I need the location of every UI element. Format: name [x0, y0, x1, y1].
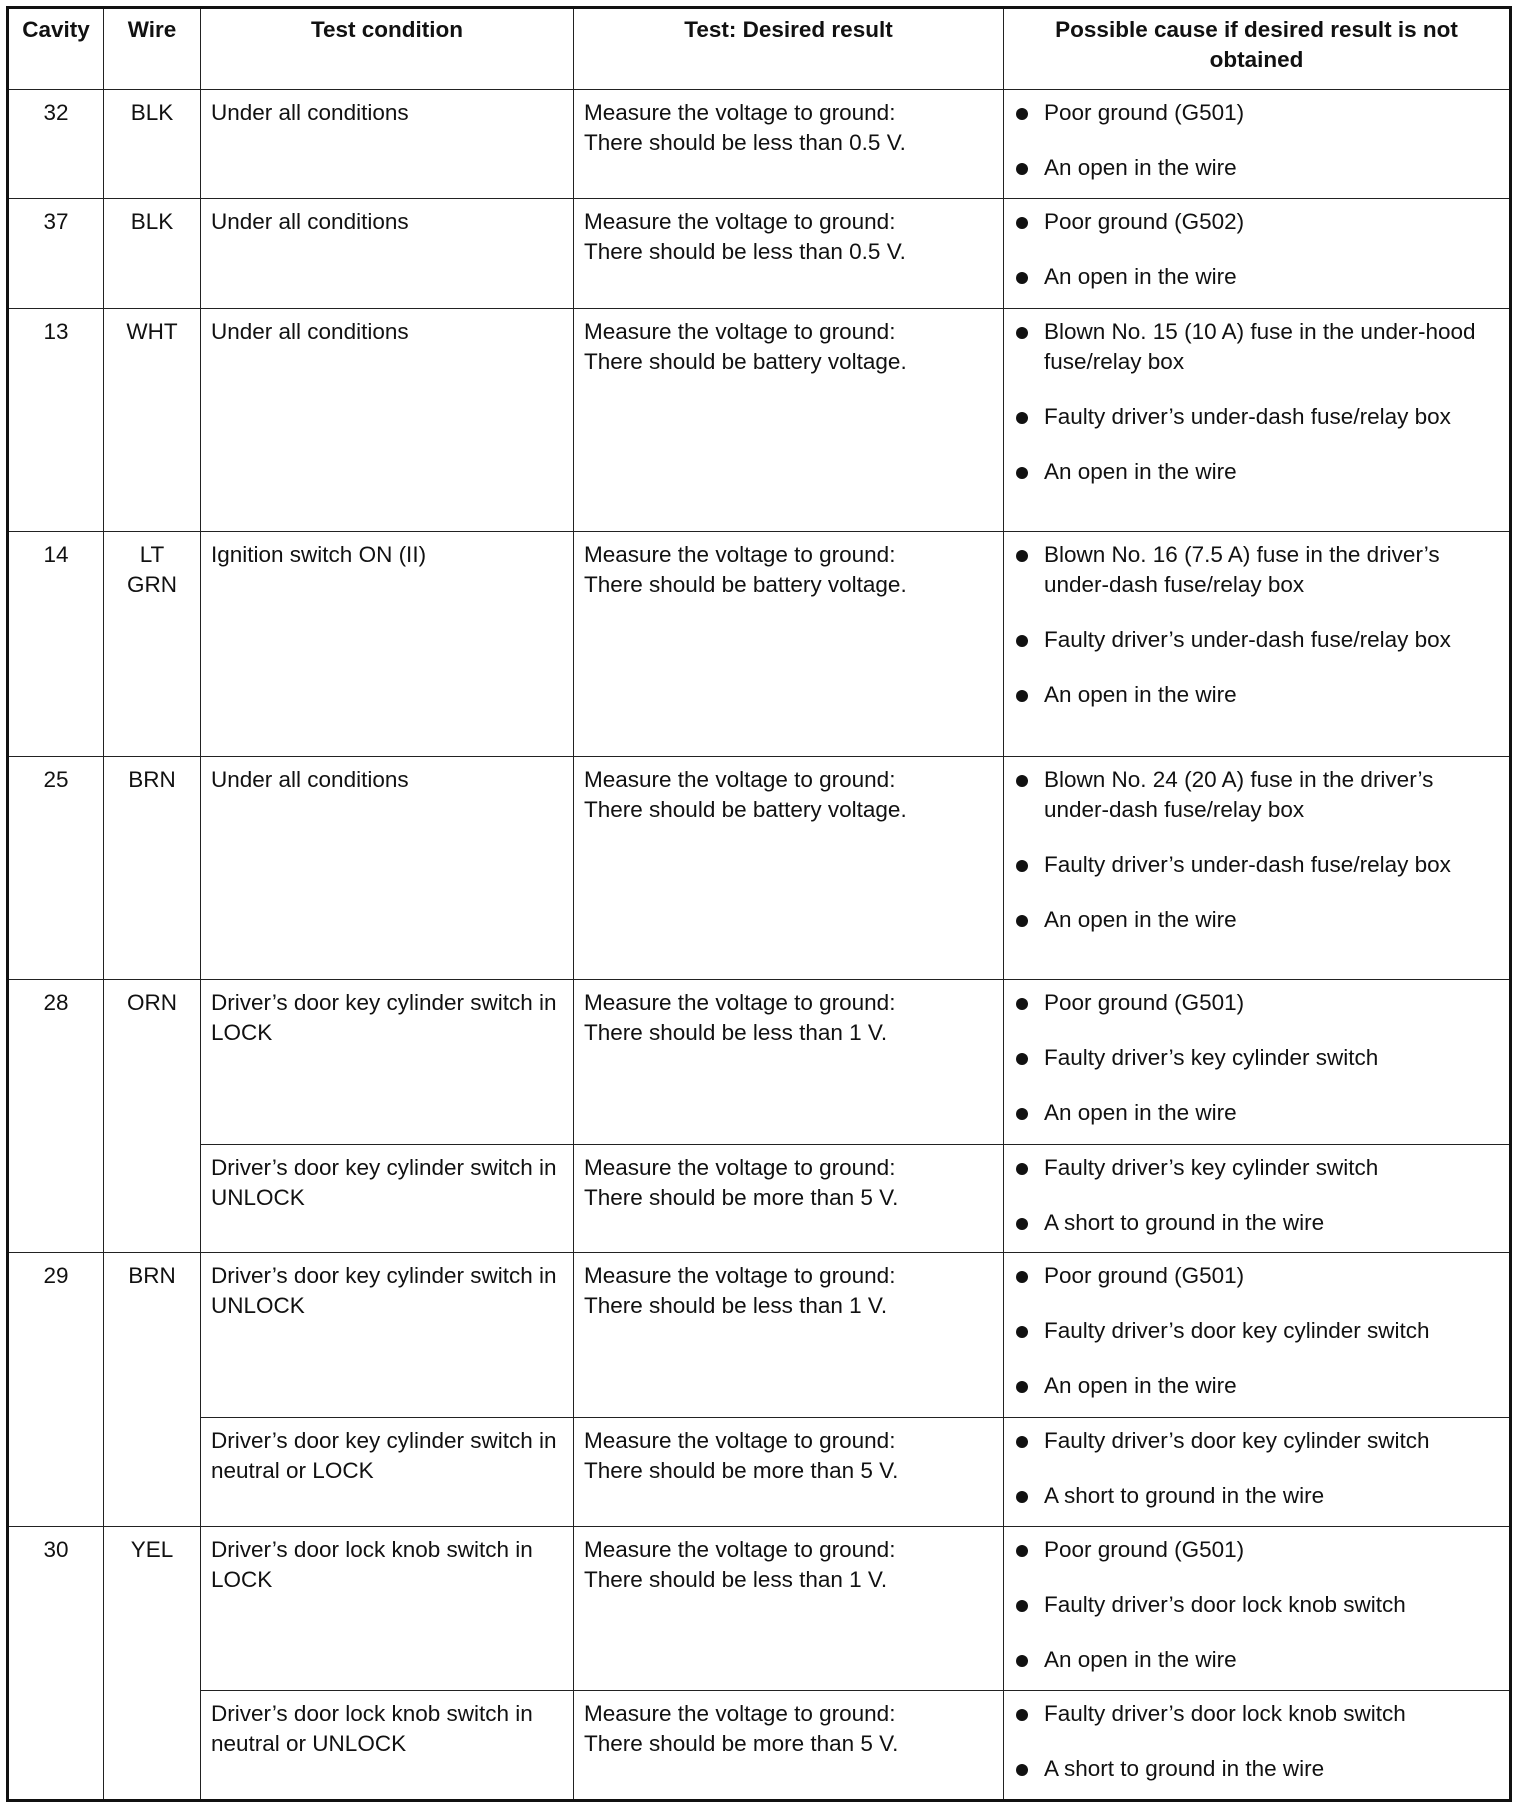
desired-result-cell: Measure the voltage to ground: There should be less than 1 V. — [574, 1527, 1004, 1691]
cause-text: An open in the wire — [1044, 1373, 1237, 1398]
bullet-icon — [1016, 860, 1028, 872]
cause-item — [1014, 1371, 1499, 1401]
desired-result-cell: Measure the voltage to ground: There should be battery voltage. — [574, 757, 1004, 980]
desired-result-cell: Measure the voltage to ground: There should be less than 1 V. — [574, 980, 1004, 1145]
wire-cell: BLK — [104, 199, 201, 309]
bullet-icon — [1016, 1436, 1028, 1448]
cause-text: Blown No. 24 (20 A) fuse in the driver’s under-dash fuse/relay box — [1044, 767, 1434, 822]
cause-text: Faulty driver’s key cylinder switch — [1044, 1045, 1379, 1070]
cause-text: Faulty driver’s under-dash fuse/relay box — [1044, 627, 1451, 652]
cause-text: A short to ground in the wire — [1044, 1483, 1325, 1508]
cause-item — [1014, 680, 1499, 710]
cause-item — [1014, 1261, 1499, 1291]
cause-item — [1014, 1153, 1499, 1183]
bullet-icon — [1016, 1053, 1028, 1065]
header-wire: Wire — [104, 8, 201, 90]
cause-text: Faulty driver’s key cylinder switch — [1044, 1155, 1379, 1180]
bullet-icon — [1016, 1218, 1028, 1230]
cause-item — [1014, 1043, 1499, 1073]
cause-item — [1014, 207, 1499, 237]
cause-text: An open in the wire — [1044, 907, 1237, 932]
cause-list — [1014, 1699, 1499, 1784]
cause-text: A short to ground in the wire — [1044, 1210, 1325, 1235]
table-row — [8, 90, 1511, 199]
desired-result-cell: Measure the voltage to ground: There should be battery voltage. — [574, 532, 1004, 757]
bullet-icon — [1016, 775, 1028, 787]
cause-item — [1014, 625, 1499, 655]
cause-list — [1014, 540, 1499, 710]
table-row — [8, 532, 1511, 757]
cause-list — [1014, 317, 1499, 487]
cavity-cell: 25 — [8, 757, 104, 980]
cause-item — [1014, 457, 1499, 487]
test-condition-cell: Under all conditions — [201, 309, 574, 532]
table-row — [8, 199, 1511, 309]
test-condition-cell: Driver’s door lock knob switch in neutral or UNLOCK — [201, 1691, 574, 1801]
cause-text: Faulty driver’s door lock knob switch — [1044, 1701, 1406, 1726]
table-row — [8, 1253, 1511, 1418]
cause-item — [1014, 905, 1499, 935]
wire-cell: LT GRN — [104, 532, 201, 757]
cause-list — [1014, 207, 1499, 292]
test-condition-cell: Driver’s door lock knob switch in LOCK — [201, 1527, 574, 1691]
desired-result-cell: Measure the voltage to ground: There should be less than 0.5 V. — [574, 199, 1004, 309]
cause-item — [1014, 1316, 1499, 1346]
cause-item — [1014, 1098, 1499, 1128]
cause-text: An open in the wire — [1044, 459, 1237, 484]
cause-text: A short to ground in the wire — [1044, 1756, 1325, 1781]
cause-text: An open in the wire — [1044, 682, 1237, 707]
cause-text: Poor ground (G501) — [1044, 1537, 1245, 1562]
cause-item — [1014, 1699, 1499, 1729]
bullet-icon — [1016, 1271, 1028, 1283]
test-condition-cell: Under all conditions — [201, 757, 574, 980]
cause-item — [1014, 1754, 1499, 1784]
cause-text: An open in the wire — [1044, 1647, 1237, 1672]
cause-text: Poor ground (G501) — [1044, 990, 1245, 1015]
bullet-icon — [1016, 915, 1028, 927]
cause-text: Faulty driver’s door lock knob switch — [1044, 1592, 1406, 1617]
bullet-icon — [1016, 1655, 1028, 1667]
table-row — [8, 757, 1511, 980]
cause-item — [1014, 153, 1499, 183]
table-row — [8, 309, 1511, 532]
bullet-icon — [1016, 1163, 1028, 1175]
cavity-cell: 14 — [8, 532, 104, 757]
bullet-icon — [1016, 690, 1028, 702]
cause-list — [1014, 1153, 1499, 1238]
cause-item — [1014, 540, 1499, 600]
possible-cause-cell — [1004, 1145, 1511, 1253]
possible-cause-cell — [1004, 757, 1511, 980]
test-condition-cell: Driver’s door key cylinder switch in LOCK — [201, 980, 574, 1145]
cause-list — [1014, 1426, 1499, 1511]
possible-cause-cell — [1004, 90, 1511, 199]
desired-result-cell: Measure the voltage to ground: There should be less than 1 V. — [574, 1253, 1004, 1418]
possible-cause-cell — [1004, 1691, 1511, 1801]
bullet-icon — [1016, 272, 1028, 284]
header-test-condition: Test condition — [201, 8, 574, 90]
cavity-cell: 29 — [8, 1253, 104, 1527]
cause-text: An open in the wire — [1044, 264, 1237, 289]
cause-text: Faulty driver’s under-dash fuse/relay box — [1044, 404, 1451, 429]
cause-text: Faulty driver’s door key cylinder switch — [1044, 1428, 1430, 1453]
cause-item — [1014, 262, 1499, 292]
possible-cause-cell — [1004, 309, 1511, 532]
bullet-icon — [1016, 1108, 1028, 1120]
bullet-icon — [1016, 1545, 1028, 1557]
cause-item — [1014, 988, 1499, 1018]
cause-item — [1014, 1426, 1499, 1456]
possible-cause-cell — [1004, 1418, 1511, 1527]
cause-text: Blown No. 16 (7.5 A) fuse in the driver’s under-dash fuse/relay box — [1044, 542, 1440, 597]
cause-text: An open in the wire — [1044, 155, 1237, 180]
table-row — [8, 980, 1511, 1145]
bullet-icon — [1016, 1600, 1028, 1612]
cavity-cell: 13 — [8, 309, 104, 532]
cause-item — [1014, 402, 1499, 432]
wire-cell: WHT — [104, 309, 201, 532]
cavity-cell: 28 — [8, 980, 104, 1253]
cavity-cell: 30 — [8, 1527, 104, 1801]
desired-result-cell: Measure the voltage to ground: There should be more than 5 V. — [574, 1145, 1004, 1253]
cause-list — [1014, 988, 1499, 1128]
test-condition-cell: Driver’s door key cylinder switch in UNLOCK — [201, 1145, 574, 1253]
header-possible-cause: Possible cause if desired result is not obtained — [1004, 8, 1511, 90]
bullet-icon — [1016, 327, 1028, 339]
cause-list — [1014, 98, 1499, 183]
header-cavity: Cavity — [8, 8, 104, 90]
wire-cell: BRN — [104, 757, 201, 980]
bullet-icon — [1016, 1381, 1028, 1393]
table-row — [8, 1527, 1511, 1691]
desired-result-cell: Measure the voltage to ground: There should be more than 5 V. — [574, 1418, 1004, 1527]
table-row — [8, 1145, 1511, 1253]
cause-text: Faulty driver’s under-dash fuse/relay box — [1044, 852, 1451, 877]
wire-cell: YEL — [104, 1527, 201, 1801]
header-row — [8, 8, 1511, 90]
desired-result-cell: Measure the voltage to ground: There should be more than 5 V. — [574, 1691, 1004, 1801]
test-condition-cell: Driver’s door key cylinder switch in UNLOCK — [201, 1253, 574, 1418]
bullet-icon — [1016, 412, 1028, 424]
test-condition-cell: Under all conditions — [201, 199, 574, 309]
cause-list — [1014, 1261, 1499, 1401]
cause-item — [1014, 1590, 1499, 1620]
bullet-icon — [1016, 108, 1028, 120]
cause-text: An open in the wire — [1044, 1100, 1237, 1125]
test-condition-cell: Ignition switch ON (II) — [201, 532, 574, 757]
cause-item — [1014, 850, 1499, 880]
cause-item — [1014, 1208, 1499, 1238]
table-row — [8, 1691, 1511, 1801]
test-condition-cell: Driver’s door key cylinder switch in neutral or LOCK — [201, 1418, 574, 1527]
wire-cell: ORN — [104, 980, 201, 1253]
test-condition-cell: Under all conditions — [201, 90, 574, 199]
cause-text: Poor ground (G502) — [1044, 209, 1245, 234]
cause-item — [1014, 98, 1499, 128]
cause-list — [1014, 765, 1499, 935]
possible-cause-cell — [1004, 1527, 1511, 1691]
bullet-icon — [1016, 1326, 1028, 1338]
cause-list — [1014, 1535, 1499, 1675]
bullet-icon — [1016, 550, 1028, 562]
cause-text: Poor ground (G501) — [1044, 1263, 1245, 1288]
bullet-icon — [1016, 1764, 1028, 1776]
cause-item — [1014, 1645, 1499, 1675]
bullet-icon — [1016, 635, 1028, 647]
cause-text: Blown No. 15 (10 A) fuse in the under-hood fuse/relay box — [1044, 319, 1476, 374]
cause-item — [1014, 1535, 1499, 1565]
cause-text: Poor ground (G501) — [1044, 100, 1245, 125]
cause-item — [1014, 1481, 1499, 1511]
header-desired-result: Test: Desired result — [574, 8, 1004, 90]
cavity-cell: 32 — [8, 90, 104, 199]
desired-result-cell: Measure the voltage to ground: There should be battery voltage. — [574, 309, 1004, 532]
possible-cause-cell — [1004, 980, 1511, 1145]
desired-result-cell: Measure the voltage to ground: There should be less than 0.5 V. — [574, 90, 1004, 199]
bullet-icon — [1016, 467, 1028, 479]
possible-cause-cell — [1004, 532, 1511, 757]
bullet-icon — [1016, 998, 1028, 1010]
cause-item — [1014, 317, 1499, 377]
bullet-icon — [1016, 217, 1028, 229]
possible-cause-cell — [1004, 199, 1511, 309]
bullet-icon — [1016, 1491, 1028, 1503]
connector-test-table — [6, 6, 1512, 1802]
possible-cause-cell — [1004, 1253, 1511, 1418]
bullet-icon — [1016, 1709, 1028, 1721]
wire-cell: BLK — [104, 90, 201, 199]
table-row — [8, 1418, 1511, 1527]
cavity-cell: 37 — [8, 199, 104, 309]
bullet-icon — [1016, 163, 1028, 175]
cause-item — [1014, 765, 1499, 825]
wire-cell: BRN — [104, 1253, 201, 1527]
cause-text: Faulty driver’s door key cylinder switch — [1044, 1318, 1430, 1343]
